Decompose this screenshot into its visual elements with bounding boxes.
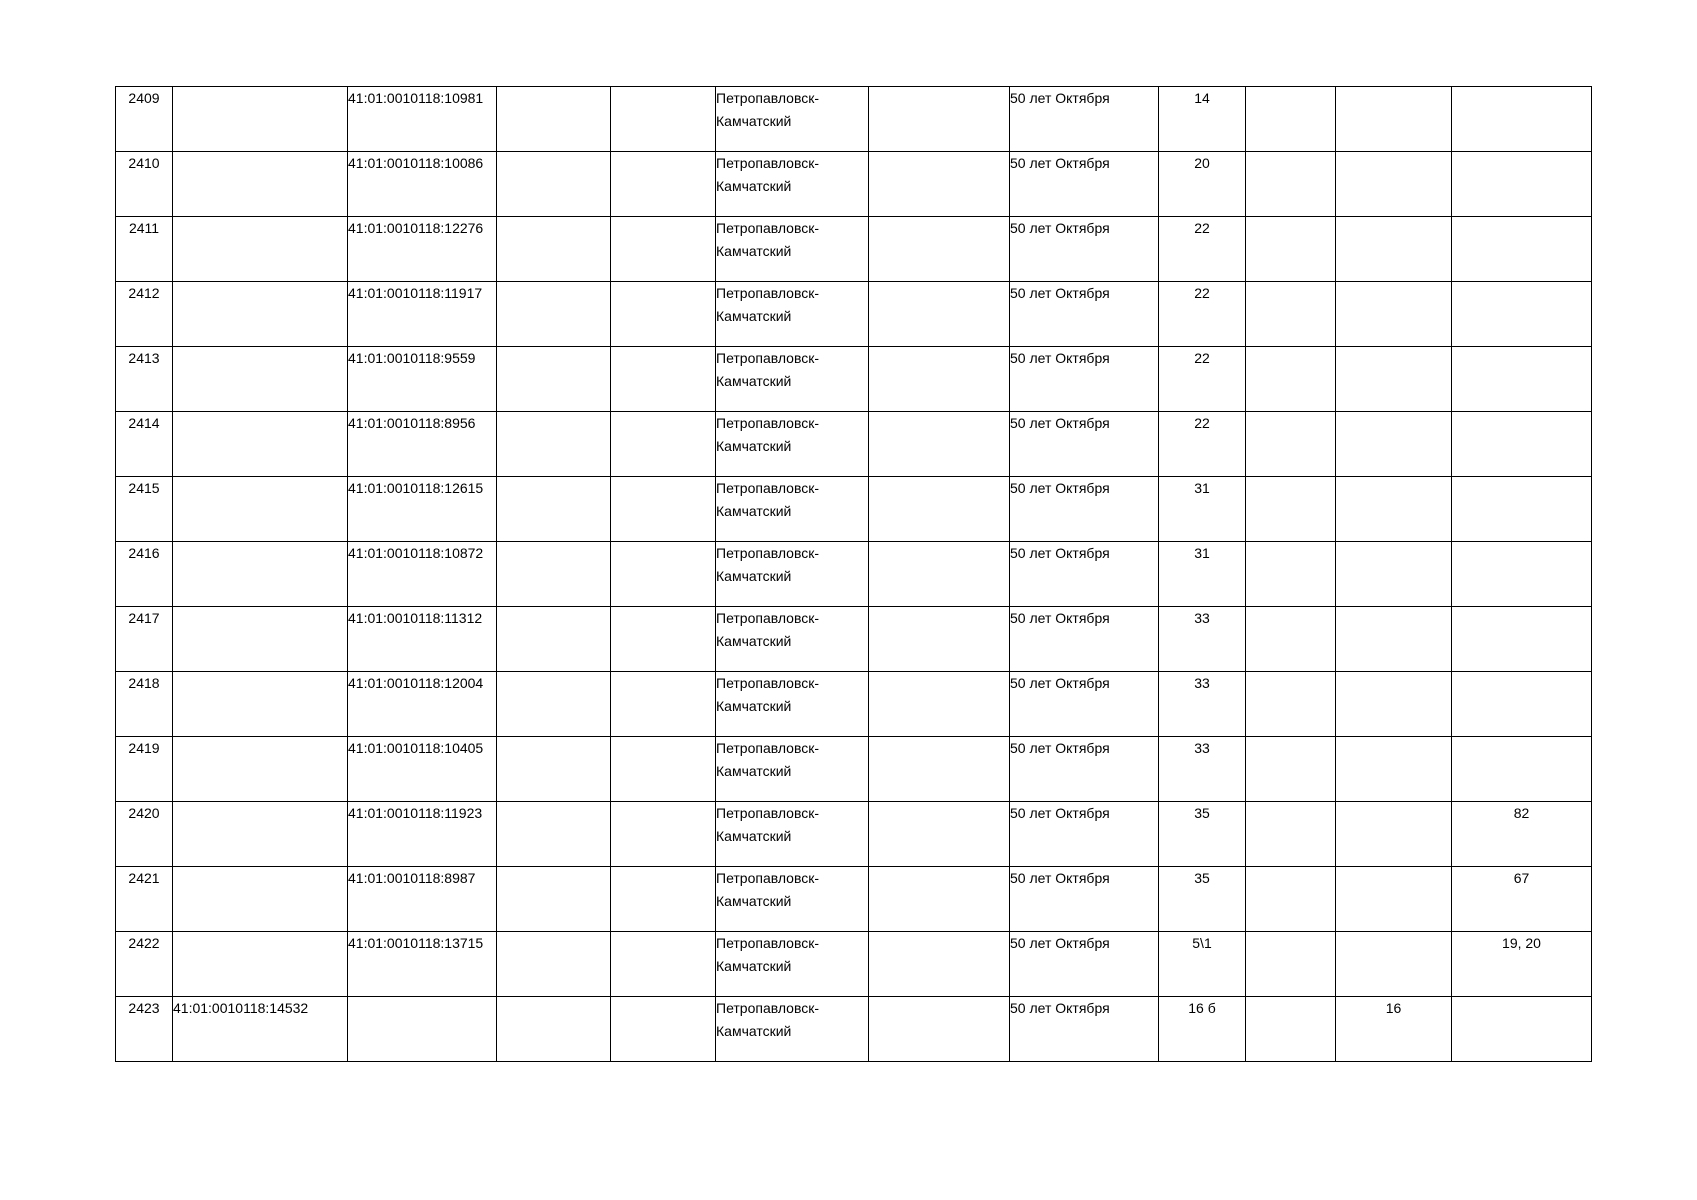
street-cell — [1010, 867, 1159, 932]
street-cell — [1010, 217, 1159, 282]
empty-cell — [1246, 542, 1336, 607]
column-11-cell — [1336, 932, 1452, 997]
empty-cell — [611, 152, 716, 217]
building-cadastral-cell — [173, 412, 348, 477]
column-11-cell — [1336, 217, 1452, 282]
row-number-cell — [116, 282, 173, 347]
city-cell — [716, 412, 869, 477]
column-12-cell — [1452, 997, 1592, 1062]
building-cadastral-cell — [173, 607, 348, 672]
empty-cell — [869, 997, 1010, 1062]
house-text: 5\1 — [1192, 935, 1212, 951]
empty-cell — [869, 152, 1010, 217]
row-number-text: 2411 — [128, 220, 160, 236]
empty-cell — [611, 542, 716, 607]
house-text: 31 — [1194, 545, 1210, 561]
empty-cell — [1246, 997, 1336, 1062]
table-row — [116, 282, 1592, 347]
street-text: 50 лет Октября — [1010, 220, 1110, 236]
row-number-cell — [116, 607, 173, 672]
row-number-text: 2422 — [128, 935, 160, 951]
building-cadastral-cell — [173, 152, 348, 217]
row-number-text: 2416 — [128, 545, 160, 561]
column-12-cell — [1452, 672, 1592, 737]
column-12-cell — [1452, 152, 1592, 217]
row-number-text: 2413 — [128, 350, 160, 366]
row-number-cell — [116, 477, 173, 542]
column-11-cell — [1336, 867, 1452, 932]
city-cell — [716, 997, 869, 1062]
column-12-cell — [1452, 607, 1592, 672]
building-cadastral-cell — [173, 477, 348, 542]
city-text: Петропавловск-Камчатский — [716, 1000, 820, 1039]
house-text: 14 — [1194, 90, 1210, 106]
empty-cell — [497, 867, 611, 932]
table-row — [116, 347, 1592, 412]
column-11-cell — [1336, 412, 1452, 477]
empty-cell — [1246, 737, 1336, 802]
house-cell — [1159, 672, 1246, 737]
row-number-text: 2412 — [128, 285, 160, 301]
city-cell — [716, 542, 869, 607]
row-number-cell — [116, 347, 173, 412]
column-12-cell — [1452, 542, 1592, 607]
table-row — [116, 87, 1592, 152]
empty-cell — [611, 282, 716, 347]
row-number-text: 2415 — [128, 480, 160, 496]
empty-cell — [1246, 217, 1336, 282]
house-cell — [1159, 347, 1246, 412]
empty-cell — [869, 347, 1010, 412]
empty-cell — [611, 997, 716, 1062]
empty-cell — [869, 672, 1010, 737]
city-text: Петропавловск-Камчатский — [716, 285, 820, 324]
table-row — [116, 607, 1592, 672]
street-text: 50 лет Октября — [1010, 155, 1110, 171]
unit-cadastral-text: 41:01:0010118:11312 — [348, 610, 483, 626]
empty-cell — [869, 477, 1010, 542]
street-text: 50 лет Октября — [1010, 350, 1110, 366]
city-text: Петропавловск-Камчатский — [716, 805, 820, 844]
street-cell — [1010, 347, 1159, 412]
unit-cadastral-cell — [348, 542, 497, 607]
street-text: 50 лет Октября — [1010, 935, 1110, 951]
unit-cadastral-cell — [348, 932, 497, 997]
empty-cell — [869, 802, 1010, 867]
city-cell — [716, 87, 869, 152]
city-text: Петропавловск-Камчатский — [716, 740, 820, 779]
table-row — [116, 867, 1592, 932]
building-cadastral-text: 41:01:0010118:14532 — [173, 1000, 309, 1016]
street-text: 50 лет Октября — [1010, 805, 1110, 821]
empty-cell — [497, 737, 611, 802]
registry-table — [115, 86, 1592, 1062]
house-cell — [1159, 152, 1246, 217]
building-cadastral-cell — [173, 217, 348, 282]
row-number-text: 2421 — [128, 870, 160, 886]
unit-cadastral-cell — [348, 737, 497, 802]
unit-cadastral-text: 41:01:0010118:9559 — [348, 350, 476, 366]
unit-cadastral-text: 41:01:0010118:10981 — [348, 90, 484, 106]
city-text: Петропавловск-Камчатский — [716, 935, 820, 974]
empty-cell — [497, 802, 611, 867]
empty-cell — [869, 867, 1010, 932]
house-cell — [1159, 867, 1246, 932]
city-text: Петропавловск-Камчатский — [716, 545, 820, 584]
unit-cadastral-text: 41:01:0010118:10872 — [348, 545, 484, 561]
house-cell — [1159, 737, 1246, 802]
empty-cell — [1246, 867, 1336, 932]
empty-cell — [869, 87, 1010, 152]
city-cell — [716, 802, 869, 867]
street-text: 50 лет Октября — [1010, 545, 1110, 561]
empty-cell — [1246, 672, 1336, 737]
house-text: 16 б — [1188, 1000, 1216, 1016]
street-cell — [1010, 282, 1159, 347]
empty-cell — [611, 867, 716, 932]
empty-cell — [611, 737, 716, 802]
row-number-cell — [116, 867, 173, 932]
empty-cell — [1246, 282, 1336, 347]
row-number-cell — [116, 217, 173, 282]
unit-cadastral-cell — [348, 282, 497, 347]
column-12-cell — [1452, 87, 1592, 152]
column-12-cell — [1452, 282, 1592, 347]
house-cell — [1159, 997, 1246, 1062]
house-cell — [1159, 87, 1246, 152]
city-cell — [716, 282, 869, 347]
building-cadastral-cell — [173, 672, 348, 737]
house-cell — [1159, 542, 1246, 607]
house-text: 35 — [1194, 805, 1210, 821]
unit-cadastral-text: 41:01:0010118:12004 — [348, 675, 484, 691]
city-text: Петропавловск-Камчатский — [716, 675, 820, 714]
empty-cell — [1246, 802, 1336, 867]
table-row — [116, 737, 1592, 802]
city-text: Петропавловск-Камчатский — [716, 415, 820, 454]
empty-cell — [1246, 87, 1336, 152]
column-11-cell — [1336, 347, 1452, 412]
unit-cadastral-cell — [348, 87, 497, 152]
city-text: Петропавловск-Камчатский — [716, 480, 820, 519]
city-cell — [716, 672, 869, 737]
empty-cell — [869, 737, 1010, 802]
city-cell — [716, 867, 869, 932]
table-row — [116, 542, 1592, 607]
house-text: 33 — [1194, 610, 1210, 626]
table-row — [116, 997, 1592, 1062]
column-11-cell — [1336, 477, 1452, 542]
empty-cell — [611, 477, 716, 542]
column-11-cell — [1336, 87, 1452, 152]
table-row — [116, 672, 1592, 737]
house-cell — [1159, 217, 1246, 282]
city-cell — [716, 607, 869, 672]
empty-cell — [1246, 347, 1336, 412]
house-text: 33 — [1194, 675, 1210, 691]
column-11-cell — [1336, 607, 1452, 672]
empty-cell — [1246, 932, 1336, 997]
street-text: 50 лет Октября — [1010, 870, 1110, 886]
empty-cell — [1246, 152, 1336, 217]
house-text: 22 — [1194, 285, 1210, 301]
empty-cell — [497, 932, 611, 997]
column-12-text: 67 — [1513, 870, 1530, 886]
city-cell — [716, 737, 869, 802]
empty-cell — [611, 607, 716, 672]
empty-cell — [869, 217, 1010, 282]
unit-cadastral-cell — [348, 412, 497, 477]
city-text: Петропавловск-Камчатский — [716, 155, 820, 194]
unit-cadastral-cell — [348, 152, 497, 217]
building-cadastral-cell — [173, 932, 348, 997]
house-text: 35 — [1194, 870, 1210, 886]
house-text: 22 — [1194, 415, 1210, 431]
column-12-text: 19, 20 — [1502, 935, 1541, 951]
registry-body — [116, 87, 1592, 1062]
empty-cell — [497, 347, 611, 412]
empty-cell — [611, 217, 716, 282]
column-12-cell — [1452, 802, 1592, 867]
column-11-cell — [1336, 282, 1452, 347]
street-text: 50 лет Октября — [1010, 740, 1110, 756]
house-cell — [1159, 282, 1246, 347]
unit-cadastral-text: 41:01:0010118:11917 — [348, 285, 483, 301]
row-number-text: 2423 — [128, 1000, 160, 1016]
table-row — [116, 932, 1592, 997]
unit-cadastral-cell — [348, 867, 497, 932]
unit-cadastral-text: 41:01:0010118:12276 — [348, 220, 484, 236]
empty-cell — [869, 607, 1010, 672]
column-12-cell — [1452, 217, 1592, 282]
empty-cell — [497, 282, 611, 347]
city-text: Петропавловск-Камчатский — [716, 870, 820, 909]
house-cell — [1159, 802, 1246, 867]
house-text: 33 — [1194, 740, 1210, 756]
street-text: 50 лет Октября — [1010, 415, 1110, 431]
row-number-cell — [116, 152, 173, 217]
house-text: 22 — [1194, 220, 1210, 236]
empty-cell — [497, 87, 611, 152]
row-number-cell — [116, 737, 173, 802]
empty-cell — [869, 412, 1010, 477]
row-number-cell — [116, 802, 173, 867]
house-cell — [1159, 932, 1246, 997]
street-text: 50 лет Октября — [1010, 480, 1110, 496]
table-row — [116, 412, 1592, 477]
building-cadastral-cell — [173, 997, 348, 1062]
building-cadastral-cell — [173, 802, 348, 867]
empty-cell — [1246, 607, 1336, 672]
empty-cell — [1246, 412, 1336, 477]
city-cell — [716, 347, 869, 412]
row-number-text: 2420 — [128, 805, 160, 821]
column-11-cell — [1336, 152, 1452, 217]
unit-cadastral-text: 41:01:0010118:13715 — [348, 935, 484, 951]
empty-cell — [611, 932, 716, 997]
city-cell — [716, 152, 869, 217]
unit-cadastral-text: 41:01:0010118:10086 — [348, 155, 484, 171]
building-cadastral-cell — [173, 542, 348, 607]
street-text: 50 лет Октября — [1010, 675, 1110, 691]
unit-cadastral-cell — [348, 802, 497, 867]
empty-cell — [497, 412, 611, 477]
empty-cell — [1246, 477, 1336, 542]
unit-cadastral-cell — [348, 347, 497, 412]
table-row — [116, 217, 1592, 282]
column-12-cell — [1452, 737, 1592, 802]
city-text: Петропавловск-Камчатский — [716, 90, 820, 129]
empty-cell — [497, 607, 611, 672]
row-number-cell — [116, 542, 173, 607]
unit-cadastral-text: 41:01:0010118:8987 — [348, 870, 476, 886]
table-row — [116, 152, 1592, 217]
city-cell — [716, 932, 869, 997]
row-number-text: 2418 — [128, 675, 160, 691]
column-12-cell — [1452, 412, 1592, 477]
empty-cell — [611, 802, 716, 867]
house-text: 20 — [1194, 155, 1210, 171]
house-cell — [1159, 607, 1246, 672]
row-number-text: 2409 — [128, 90, 160, 106]
empty-cell — [869, 932, 1010, 997]
building-cadastral-cell — [173, 87, 348, 152]
row-number-cell — [116, 932, 173, 997]
unit-cadastral-text: 41:01:0010118:11923 — [348, 805, 483, 821]
unit-cadastral-text: 41:01:0010118:8956 — [348, 415, 476, 431]
house-cell — [1159, 412, 1246, 477]
unit-cadastral-text: 41:01:0010118:12615 — [348, 480, 484, 496]
empty-cell — [497, 672, 611, 737]
column-11-cell — [1336, 672, 1452, 737]
street-cell — [1010, 932, 1159, 997]
unit-cadastral-text: 41:01:0010118:10405 — [348, 740, 484, 756]
empty-cell — [497, 217, 611, 282]
empty-cell — [869, 542, 1010, 607]
row-number-text: 2414 — [128, 415, 160, 431]
city-cell — [716, 477, 869, 542]
building-cadastral-cell — [173, 347, 348, 412]
unit-cadastral-cell — [348, 997, 497, 1062]
row-number-text: 2419 — [128, 740, 160, 756]
street-text: 50 лет Октября — [1010, 285, 1110, 301]
street-cell — [1010, 477, 1159, 542]
street-cell — [1010, 152, 1159, 217]
column-11-cell — [1336, 542, 1452, 607]
empty-cell — [497, 542, 611, 607]
building-cadastral-cell — [173, 282, 348, 347]
empty-cell — [611, 672, 716, 737]
row-number-text: 2417 — [128, 610, 160, 626]
street-text: 50 лет Октября — [1010, 610, 1110, 626]
unit-cadastral-cell — [348, 607, 497, 672]
street-text: 50 лет Октября — [1010, 1000, 1110, 1016]
street-cell — [1010, 542, 1159, 607]
table-row — [116, 477, 1592, 542]
street-cell — [1010, 802, 1159, 867]
table-row — [116, 802, 1592, 867]
row-number-cell — [116, 412, 173, 477]
street-cell — [1010, 737, 1159, 802]
row-number-cell — [116, 87, 173, 152]
empty-cell — [611, 347, 716, 412]
street-cell — [1010, 87, 1159, 152]
column-12-cell — [1452, 477, 1592, 542]
street-cell — [1010, 997, 1159, 1062]
column-12-cell — [1452, 932, 1592, 997]
house-text: 22 — [1194, 350, 1210, 366]
building-cadastral-cell — [173, 737, 348, 802]
street-text: 50 лет Октября — [1010, 90, 1110, 106]
empty-cell — [497, 152, 611, 217]
street-cell — [1010, 672, 1159, 737]
column-11-cell — [1336, 997, 1452, 1062]
city-text: Петропавловск-Камчатский — [716, 610, 820, 649]
column-12-cell — [1452, 347, 1592, 412]
empty-cell — [497, 997, 611, 1062]
row-number-cell — [116, 997, 173, 1062]
column-12-text: 82 — [1513, 805, 1530, 821]
city-cell — [716, 217, 869, 282]
unit-cadastral-cell — [348, 672, 497, 737]
row-number-cell — [116, 672, 173, 737]
street-cell — [1010, 607, 1159, 672]
empty-cell — [611, 87, 716, 152]
empty-cell — [869, 282, 1010, 347]
column-11-cell — [1336, 737, 1452, 802]
empty-cell — [497, 477, 611, 542]
empty-cell — [611, 412, 716, 477]
unit-cadastral-cell — [348, 477, 497, 542]
column-11-cell — [1336, 802, 1452, 867]
column-12-cell — [1452, 867, 1592, 932]
city-text: Петропавловск-Камчатский — [716, 350, 820, 389]
house-text: 31 — [1194, 480, 1210, 496]
column-11-text: 16 — [1385, 1000, 1402, 1016]
unit-cadastral-cell — [348, 217, 497, 282]
city-text: Петропавловск-Камчатский — [716, 220, 820, 259]
street-cell — [1010, 412, 1159, 477]
row-number-text: 2410 — [128, 155, 160, 171]
house-cell — [1159, 477, 1246, 542]
building-cadastral-cell — [173, 867, 348, 932]
